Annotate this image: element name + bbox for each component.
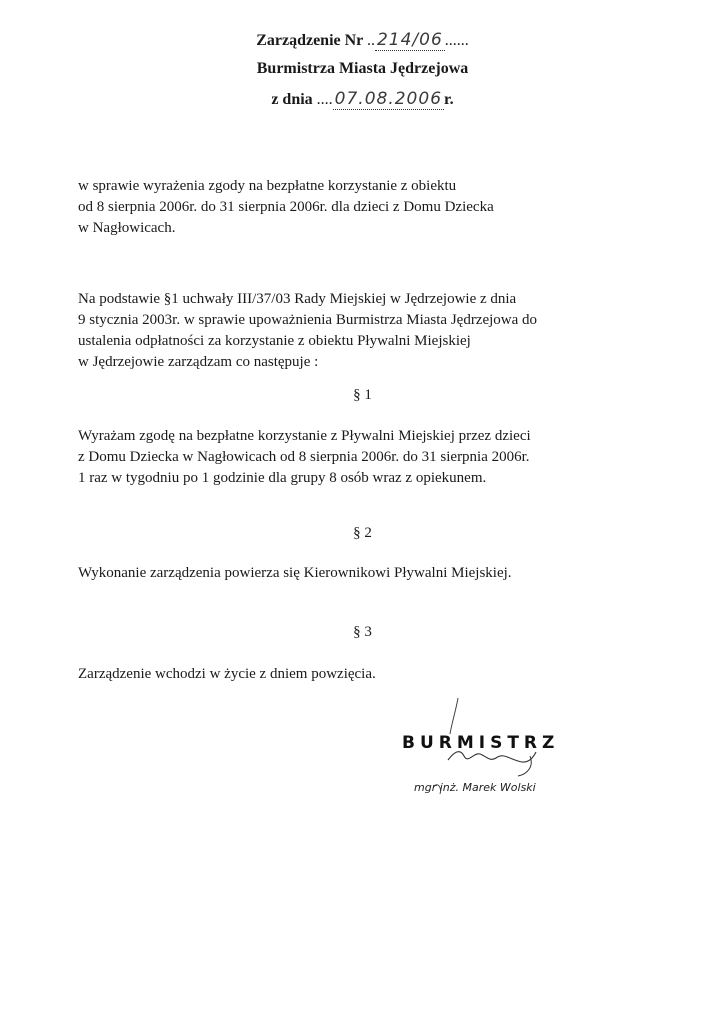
section-2-text	[78, 563, 618, 584]
section-line: Wykonanie zarządzenia powierza się Kierownikowi Pływalni Miejskiej.	[78, 565, 512, 581]
date-suffix: r.	[444, 91, 454, 108]
section-1-text	[78, 426, 618, 489]
date-dots-pre: ....	[316, 91, 333, 108]
section-3-heading: § 3	[353, 624, 372, 640]
subject-line: w sprawie wyrażenia zgody na bezpłatne korzystanie z obiektu	[78, 178, 457, 194]
basis-line: 9 stycznia 2003r. w sprawie upoważnienia Burmistrza Miasta Jędrzejowa do	[78, 312, 538, 328]
section-2-heading: § 2	[353, 525, 372, 541]
section-line: Zarządzenie wchodzi w życie z dniem powzięcia.	[78, 666, 376, 682]
date-label: z dnia	[271, 91, 313, 108]
order-label: Zarządzenie Nr	[256, 32, 363, 49]
signatory-title: BURMISTRZ	[402, 733, 560, 753]
issuer-line: Burmistrza Miasta Jędrzejowa	[256, 60, 469, 77]
section-line: Wyrażam zgodę na bezpłatne korzystanie z Pływalni Miejskiej przez dzieci	[78, 428, 531, 444]
subject-paragraph	[78, 176, 618, 239]
basis-line: Na podstawie §1 uchwały III/37/03 Rady Miejskiej w Jędrzejowie z dnia	[78, 291, 517, 307]
order-dots-post: ......	[444, 32, 469, 49]
basis-line: w Jędrzejowie zarządzam co następuje :	[78, 354, 319, 370]
section-3-text	[78, 664, 618, 685]
section-line: z Domu Dziecka w Nagłowicach od 8 sierpnia 2006r. do 31 sierpnia 2006r.	[78, 449, 530, 465]
date-line	[0, 89, 725, 109]
basis-line: ustalenia odpłatności za korzystanie z obiektu Pływalni Miejskiej	[78, 333, 471, 349]
order-number-line	[0, 30, 725, 50]
order-number-handwritten: 214/06	[376, 30, 443, 50]
date-handwritten: 07.08.2006	[334, 89, 443, 109]
legal-basis-paragraph	[78, 289, 618, 373]
order-dots-pre: ..	[366, 32, 375, 49]
section-line: 1 raz w tygodniu po 1 godzinie dla grupy 8 osób wraz z opiekunem.	[78, 470, 487, 486]
subject-line: w Nagłowicach.	[78, 220, 176, 236]
section-1-heading: § 1	[353, 387, 372, 403]
signatory-name: mgr inż. Marek Wolski	[414, 781, 536, 794]
subject-line: od 8 sierpnia 2006r. do 31 sierpnia 2006r. dla dzieci z Domu Dziecka	[78, 199, 494, 215]
